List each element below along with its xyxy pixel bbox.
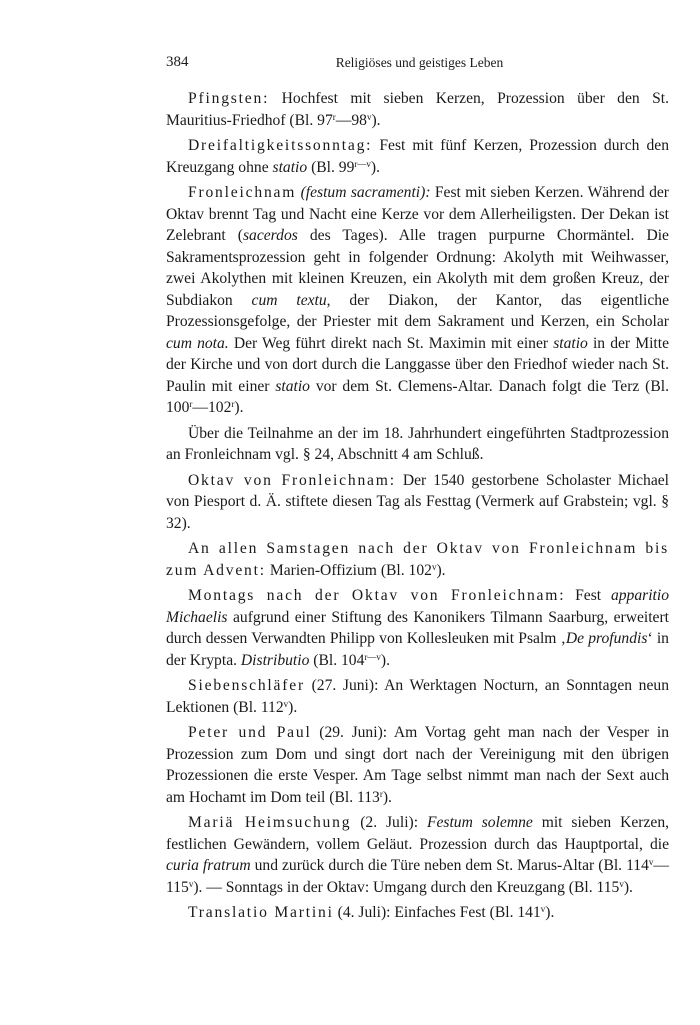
feast-heading: Peter und Paul bbox=[188, 724, 312, 741]
folio-side: v bbox=[648, 857, 654, 867]
text-run: ). bbox=[623, 878, 633, 896]
folio-side: r bbox=[189, 399, 193, 409]
text-run: ). — Sonntags in der Oktav: Umgang durch den Kreuzgang (Bl. 115 bbox=[193, 878, 620, 896]
feast-heading: Dreifaltigkeitssonntag: bbox=[188, 137, 373, 154]
feast-heading: Fronleichnam bbox=[188, 184, 297, 201]
italic-text: curia fratrum bbox=[166, 857, 251, 874]
italic-text: statio bbox=[553, 334, 588, 352]
italic-text: Distributio bbox=[240, 651, 310, 669]
italic-text: statio bbox=[272, 158, 308, 176]
text-run: ‘ in der Krypta. bbox=[166, 630, 669, 669]
feast-heading: Montags nach der Oktav von Fronleichnam: bbox=[188, 587, 566, 604]
paragraph bbox=[166, 675, 669, 718]
text-run: Der 1540 gestorbene Scholaster Michael von Piesport d. Ä. stiftete diesen Tag als Festtag (Vermerk auf Grabstein; vgl. § 32). bbox=[166, 471, 669, 532]
feast-heading: Oktav von Fronleichnam: bbox=[188, 471, 396, 489]
folio-side: r bbox=[379, 788, 383, 799]
folio-side: v bbox=[431, 561, 437, 572]
folio-side: v bbox=[366, 111, 372, 122]
folio-side: r bbox=[231, 399, 235, 409]
text-run: , der Diakon, der Kantor, das eigentliche Prozessionsgefolge, der Priester mit dem Sakrament und Kerzen, ein Scholar bbox=[166, 291, 669, 330]
paragraph bbox=[166, 902, 669, 924]
text-run: (29. Juni): Am Vortag geht man nach der Vesper in Prozession zum Dom und singt dort nach der Vereinigung mit den übrigen Prozessionen die erste Vesper. Am Tage selbst nimmt man nach der Sext auch am Hochamt im Dom teil (Bl. 113 bbox=[166, 724, 669, 806]
text-run: in der Mitte der Kirche und von dort durch die Langgasse über den Friedhof wieder nach St. Paulin mit einer bbox=[166, 334, 669, 395]
feast-heading: Translatio Martini bbox=[188, 904, 334, 921]
text-run: —115 bbox=[166, 857, 669, 896]
text-run: und zurück durch die Türe neben dem St. Marus-Altar (Bl. 114 bbox=[250, 857, 649, 874]
paragraph bbox=[166, 585, 669, 671]
page-header bbox=[166, 54, 669, 76]
text-run: Marien-Offizium (Bl. 102 bbox=[265, 561, 432, 579]
paragraph bbox=[166, 182, 669, 419]
text-run: ). bbox=[288, 698, 298, 716]
text-run: ). bbox=[545, 904, 555, 921]
text-run: ). bbox=[436, 561, 446, 579]
text-run: mit sieben Kerzen, festlichen Gewändern, vollem Geläut. Prozession durch das Hauptportal, die bbox=[166, 814, 670, 853]
folio-side: v bbox=[540, 904, 546, 914]
text-run: (Bl. 99 bbox=[307, 158, 355, 176]
italic-text: (festum sacramenti): bbox=[300, 184, 431, 201]
text-run: Hochfest mit sieben Kerzen, Prozession über den St. Mauritius-Friedhof (Bl. 97 bbox=[166, 90, 669, 129]
text-run: Fest mit sieben Kerzen. Während der Oktav brennt Tag und Nacht eine Kerze vor dem Allerheiligsten. Der Dekan ist Zelebrant ( bbox=[166, 184, 669, 244]
text-run: (2. Juli): bbox=[351, 814, 427, 831]
paragraph bbox=[166, 423, 669, 466]
text-run: Der Weg führt direkt nach St. Maximin mit einer bbox=[228, 334, 554, 352]
text-run: ). bbox=[371, 111, 381, 129]
feast-heading: Mariä Heimsuchung bbox=[188, 814, 352, 831]
italic-text: cum nota. bbox=[166, 334, 229, 352]
italic-text: cum textu bbox=[251, 291, 327, 309]
text-run: ). bbox=[380, 651, 390, 669]
text-run: Über die Teilnahme an der im 18. Jahrhundert eingeführten Stadtprozession an Fronleichnam vgl. § 24, Abschnitt 4 am Schluß. bbox=[166, 424, 669, 463]
paragraph bbox=[166, 135, 669, 178]
page-number: 384 bbox=[166, 54, 189, 70]
running-title: Religiöses und geistiges Leben bbox=[335, 55, 504, 70]
feast-heading: Siebenschläfer bbox=[188, 677, 305, 694]
italic-text: Festum solemne bbox=[426, 814, 533, 831]
paragraph bbox=[166, 812, 669, 898]
text-run: ). bbox=[234, 399, 244, 416]
italic-text: statio bbox=[275, 377, 310, 395]
text-run: des Tages). Alle tragen purpurne Chormäntel. Die Sakramentsprozession geht in folgender Ordnung: Akolyth mit Weihwasser, zwei Akolythen mit kleinen Kreuzen, ein Akolyth mit dem großen Kreuz, der Subdiakon bbox=[166, 227, 669, 309]
italic-text: De profundis bbox=[565, 630, 648, 647]
text-run: —98 bbox=[335, 111, 367, 129]
folio-side: r bbox=[332, 111, 336, 122]
text-run: (Bl. 104 bbox=[309, 651, 365, 669]
text-run: (4. Juli): Einfaches Fest (Bl. 141 bbox=[333, 904, 541, 921]
paragraph bbox=[166, 722, 669, 808]
body-text bbox=[166, 88, 669, 928]
folio-side: v bbox=[283, 698, 289, 709]
text-run: (27. Juni): An Werktagen Nocturn, an Sonntagen neun Lektionen (Bl. 112 bbox=[166, 677, 669, 716]
folio-side: v bbox=[188, 878, 194, 889]
text-run: aufgrund einer Stiftung des Kanonikers Tilmann Saarburg, erweitert durch dessen Verwandten Philipp von Kollesleuken mit Psalm ‚ bbox=[166, 608, 669, 647]
text-run: vor dem St. Clemens-Altar. Danach folgt die Terz (Bl. 100 bbox=[166, 377, 669, 416]
text-run: ). bbox=[382, 788, 392, 806]
italic-text: apparitio Michaelis bbox=[166, 587, 669, 626]
italic-text: sacerdos bbox=[242, 227, 298, 244]
text-run: Fest mit fünf Kerzen, Prozession durch den Kreuzgang ohne bbox=[166, 137, 669, 176]
text-run: ). bbox=[370, 158, 380, 176]
folio-side: v bbox=[619, 878, 624, 889]
paragraph bbox=[166, 538, 669, 581]
paragraph bbox=[166, 470, 669, 535]
text-run: —102 bbox=[192, 399, 232, 416]
paragraph bbox=[166, 88, 669, 131]
folio-side: r—v bbox=[364, 651, 381, 662]
text-run: Fest bbox=[565, 587, 611, 604]
feast-heading: Pfingsten: bbox=[188, 90, 270, 107]
feast-heading: An allen Samstagen nach der Oktav von Fronleichnam bis zum Advent: bbox=[166, 540, 669, 579]
folio-side: r—v bbox=[354, 158, 371, 169]
